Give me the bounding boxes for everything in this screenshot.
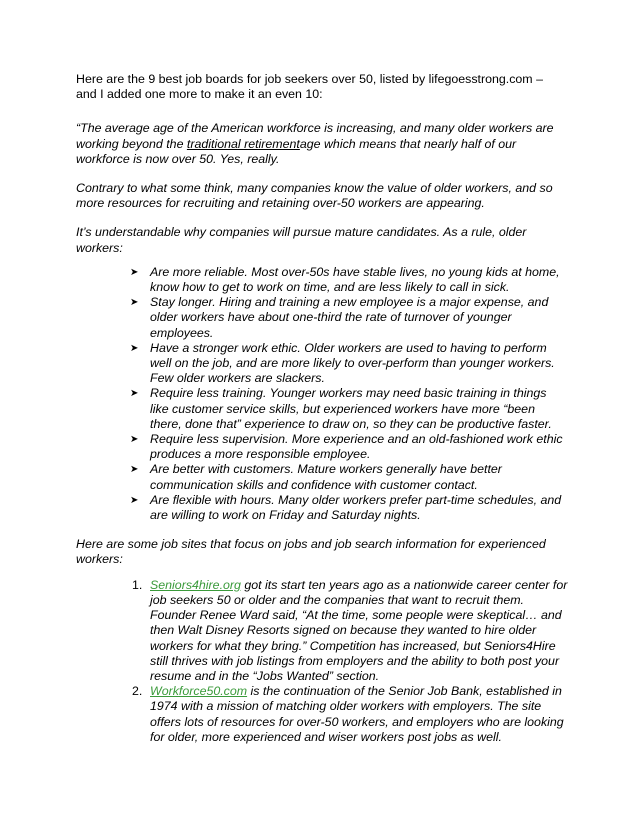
intro-line-2: and I added one more to make it an even 10: [76,87,323,102]
list-number: 2. [132,684,143,699]
arrow-bullet-icon: ➤ [130,266,139,278]
arrow-bullet-icon: ➤ [130,297,139,309]
list-item: ➤ Require less training. Younger workers may need basic training in things like customer service skills, but experienced workers have more “been there, done that” experience to draw on, so they can be productive faster. [130,386,552,431]
list-item: ➤ Stay longer. Hiring and training a new employee is a major expense, and older workers have about one-third the rate of turnover of younger employees. [130,295,549,340]
contrary-paragraph: Contrary to what some think, many companies know the value of older workers, and so more resources for recruiting and retaining over-50 workers are appearing. [76,181,553,211]
document-page [76,72,568,745]
quote-before: “The average age of the American workforce is increasing, and many older workers are working beyond the [76,121,554,151]
arrow-bullet-icon: ➤ [130,464,139,476]
quote-after: age which means that nearly half of our workforce is now over 50. Yes, really. [76,136,517,166]
job-sites-list [76,578,568,745]
traditional-retirement-link[interactable]: traditional retirement [186,136,300,151]
arrow-bullet-icon: ➤ [130,388,139,400]
workforce50-link[interactable]: Workforce50.com [150,684,248,699]
sites-intro-paragraph: Here are some job sites that focus on jobs and job search information for experienced workers: [76,537,546,567]
list-item: ➤ Have a stronger work ethic. Older workers are used to having to perform well on the job, and are more likely to over-perform than younger workers. Few older workers are slackers. [130,340,555,386]
list-item: 2. Workforce50.com is the continuation of the Senior Job Bank, established in 1974 with a mission of matching older workers with employers. The site offers lots of resources for over-50 workers, and employers who are looking for older, more experienced and wiser workers post jobs as well. [132,684,564,744]
list-item: ➤ Are better with customers. Mature workers generally have better communication skills and confidence with customer contact. [130,462,502,492]
arrow-bullet-icon: ➤ [130,342,139,354]
intro-line-1: Here are the 9 best job boards for job seekers over 50, listed by lifegoesstrong.com – [76,72,543,86]
list-number: 1. [132,577,143,592]
seniors4hire-link[interactable]: Seniors4hire.org [150,577,241,592]
arrow-bullet-icon: ➤ [130,434,139,446]
understandable-paragraph: It’s understandable why companies will pursue mature candidates. As a rule, older workers: [76,225,527,255]
list-item: 1. Seniors4hire.org got its start ten years ago as a nationwide career center for job seekers 50 or older and the companies that want to recruit them. Founder Renee Ward said, “At the time, some people were skeptical… and then Walt Disney Resorts signed on because they wanted to hire older workers for what they bring.” Competition has increased, but Seniors4Hire still thrives with job listings from employers and the ability to both post your resume and in the “Jobs Wanted” section. [132,577,568,683]
list-item: ➤ Are flexible with hours. Many older workers prefer part-time schedules, and are willing to work on Friday and Saturday nights. [130,492,562,523]
intro-paragraph [76,72,568,102]
quote-paragraph [76,121,568,167]
list-item: ➤ Are more reliable. Most over-50s have stable lives, no young kids at home, know how to get to work on time, and are less likely to call in sick. [130,264,560,295]
arrow-bullet-icon: ➤ [130,494,139,506]
reasons-list [76,265,568,523]
list-item: ➤ Require less supervision. More experience and an old-fashioned work ethic produces a more responsible employee. [130,432,563,462]
